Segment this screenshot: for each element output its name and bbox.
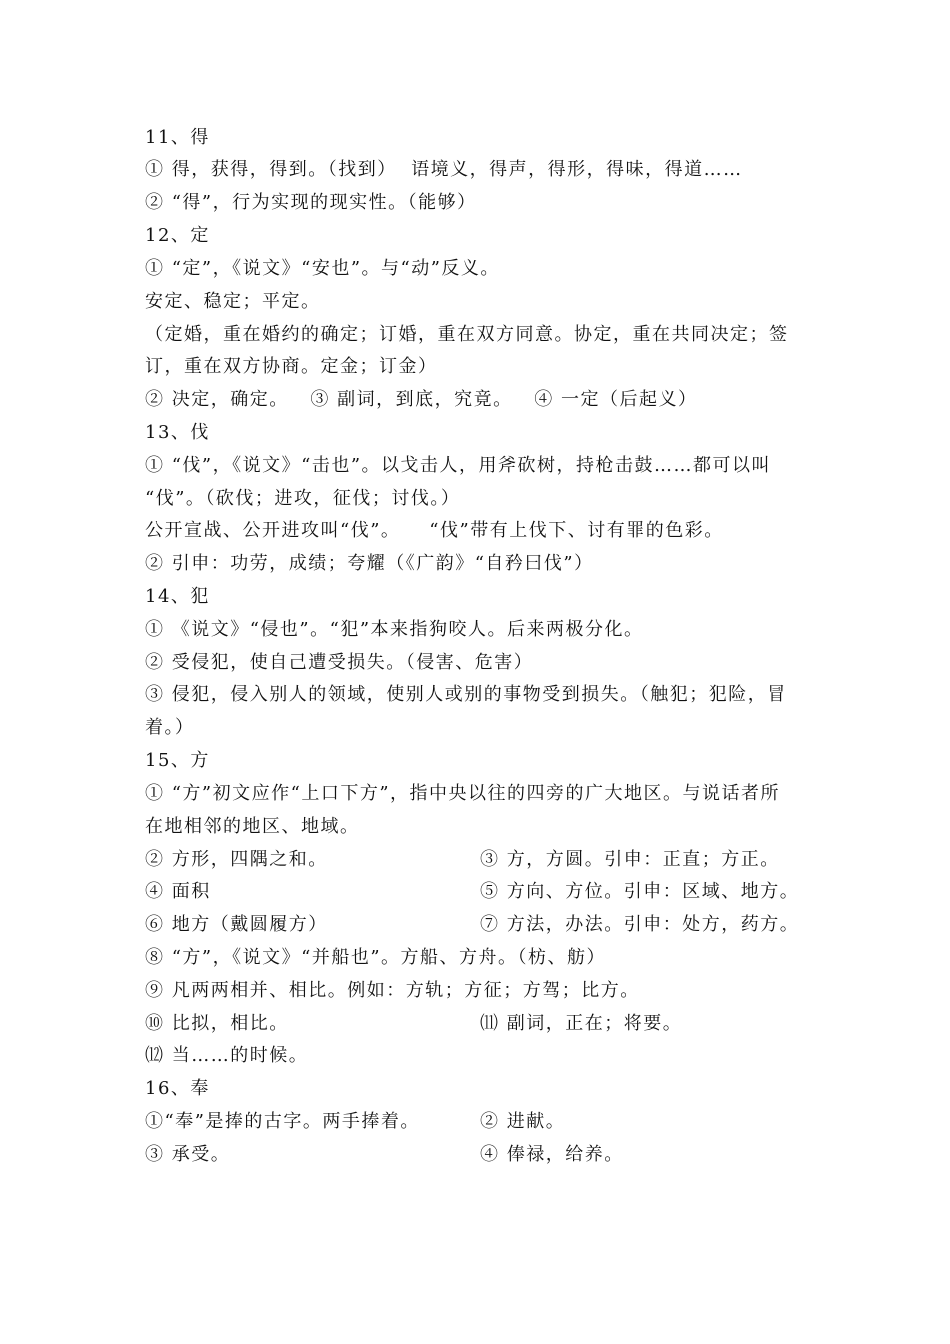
entry-line: ⑿ 当……的时候。: [145, 1045, 309, 1066]
entry-item: ③ 方，方圆。引申：正直；方正。: [480, 849, 780, 870]
entry-heading-15: 15、方: [145, 750, 210, 771]
entry-line: ② “得”，行为实现的现实性。（能够）: [145, 192, 477, 213]
entry-line: 订，重在双方协商。定金；订金）: [145, 356, 438, 377]
entry-line: “伐”。（砍伐；进攻，征伐；讨伐。）: [145, 488, 461, 509]
entry-line: ① “定”，《说文》“安也”。与“动”反义。: [145, 258, 500, 279]
entry-item: ⑤ 方向、方位。引申：区域、地方。: [480, 881, 800, 902]
entry-item: ⑥ 地方（戴圆履方）: [145, 914, 328, 935]
entry-line: ② 引申：功劳，成绩；夸耀（《广韵》“自矜曰伐”）: [145, 553, 594, 574]
entry-item: ④ 俸禄，给养。: [480, 1144, 624, 1165]
entry-line: 公开宣战、公开进攻叫“伐”。 “伐”带有上伐下、讨有罪的色彩。: [145, 520, 724, 541]
entry-line: 安定、稳定；平定。: [145, 291, 321, 312]
entry-line: ⑨ 凡两两相并、相比。例如：方轨；方征；方驾；比方。: [145, 980, 640, 1001]
entry-item: ⑾ 副词，正在；将要。: [480, 1013, 683, 1034]
entry-line: ① 《说文》“侵也”。“犯”本来指狗咬人。后来两极分化。: [145, 619, 644, 640]
entry-line: 着。）: [145, 717, 195, 738]
entry-heading-16: 16、奉: [145, 1078, 210, 1099]
entry-item: ③ 承受。: [145, 1144, 231, 1165]
entry-item: ①“奉”是捧的古字。两手捧着。: [145, 1111, 420, 1132]
entry-line: ① 得，获得，得到。（找到） 语境义，得声，得形，得味，得道……: [145, 159, 743, 180]
entry-line: ② 受侵犯，使自己遭受损失。（侵害、危害）: [145, 652, 534, 673]
entry-heading-12: 12、定: [145, 225, 210, 246]
entry-line: ③ 侵犯，侵入别人的领域，使别人或别的事物受到损失。（触犯；犯险，冒: [145, 684, 787, 705]
entry-heading-14: 14、犯: [145, 586, 210, 607]
entry-line: （定婚，重在婚约的确定；订婚，重在双方同意。协定，重在共同决定；签: [145, 324, 789, 345]
entry-heading-13: 13、伐: [145, 422, 210, 443]
entry-line: ① “伐”，《说文》“击也”。以戈击人，用斧砍树，持枪击鼓……都可以叫: [145, 455, 772, 476]
entry-item: ② 方形，四隅之和。: [145, 849, 328, 870]
entry-line: ① “方”初文应作“上口下方”，指中央以往的四旁的广大地区。与说话者所: [145, 783, 781, 804]
entry-line: ⑧ “方”，《说文》“并船也”。方船、方舟。（枋、舫）: [145, 947, 607, 968]
entry-heading-11: 11、得: [145, 127, 210, 148]
entry-item: ⑦ 方法，办法。引申：处方，药方。: [480, 914, 800, 935]
entry-item: ④ 面积: [145, 881, 211, 902]
entry-item: ⑩ 比拟，相比。: [145, 1013, 289, 1034]
entry-line: 在地相邻的地区、地域。: [145, 816, 360, 837]
entry-line: ② 决定，确定。 ③ 副词，到底，究竟。 ④ 一定（后起义）: [145, 389, 698, 410]
entry-item: ② 进献。: [480, 1111, 566, 1132]
